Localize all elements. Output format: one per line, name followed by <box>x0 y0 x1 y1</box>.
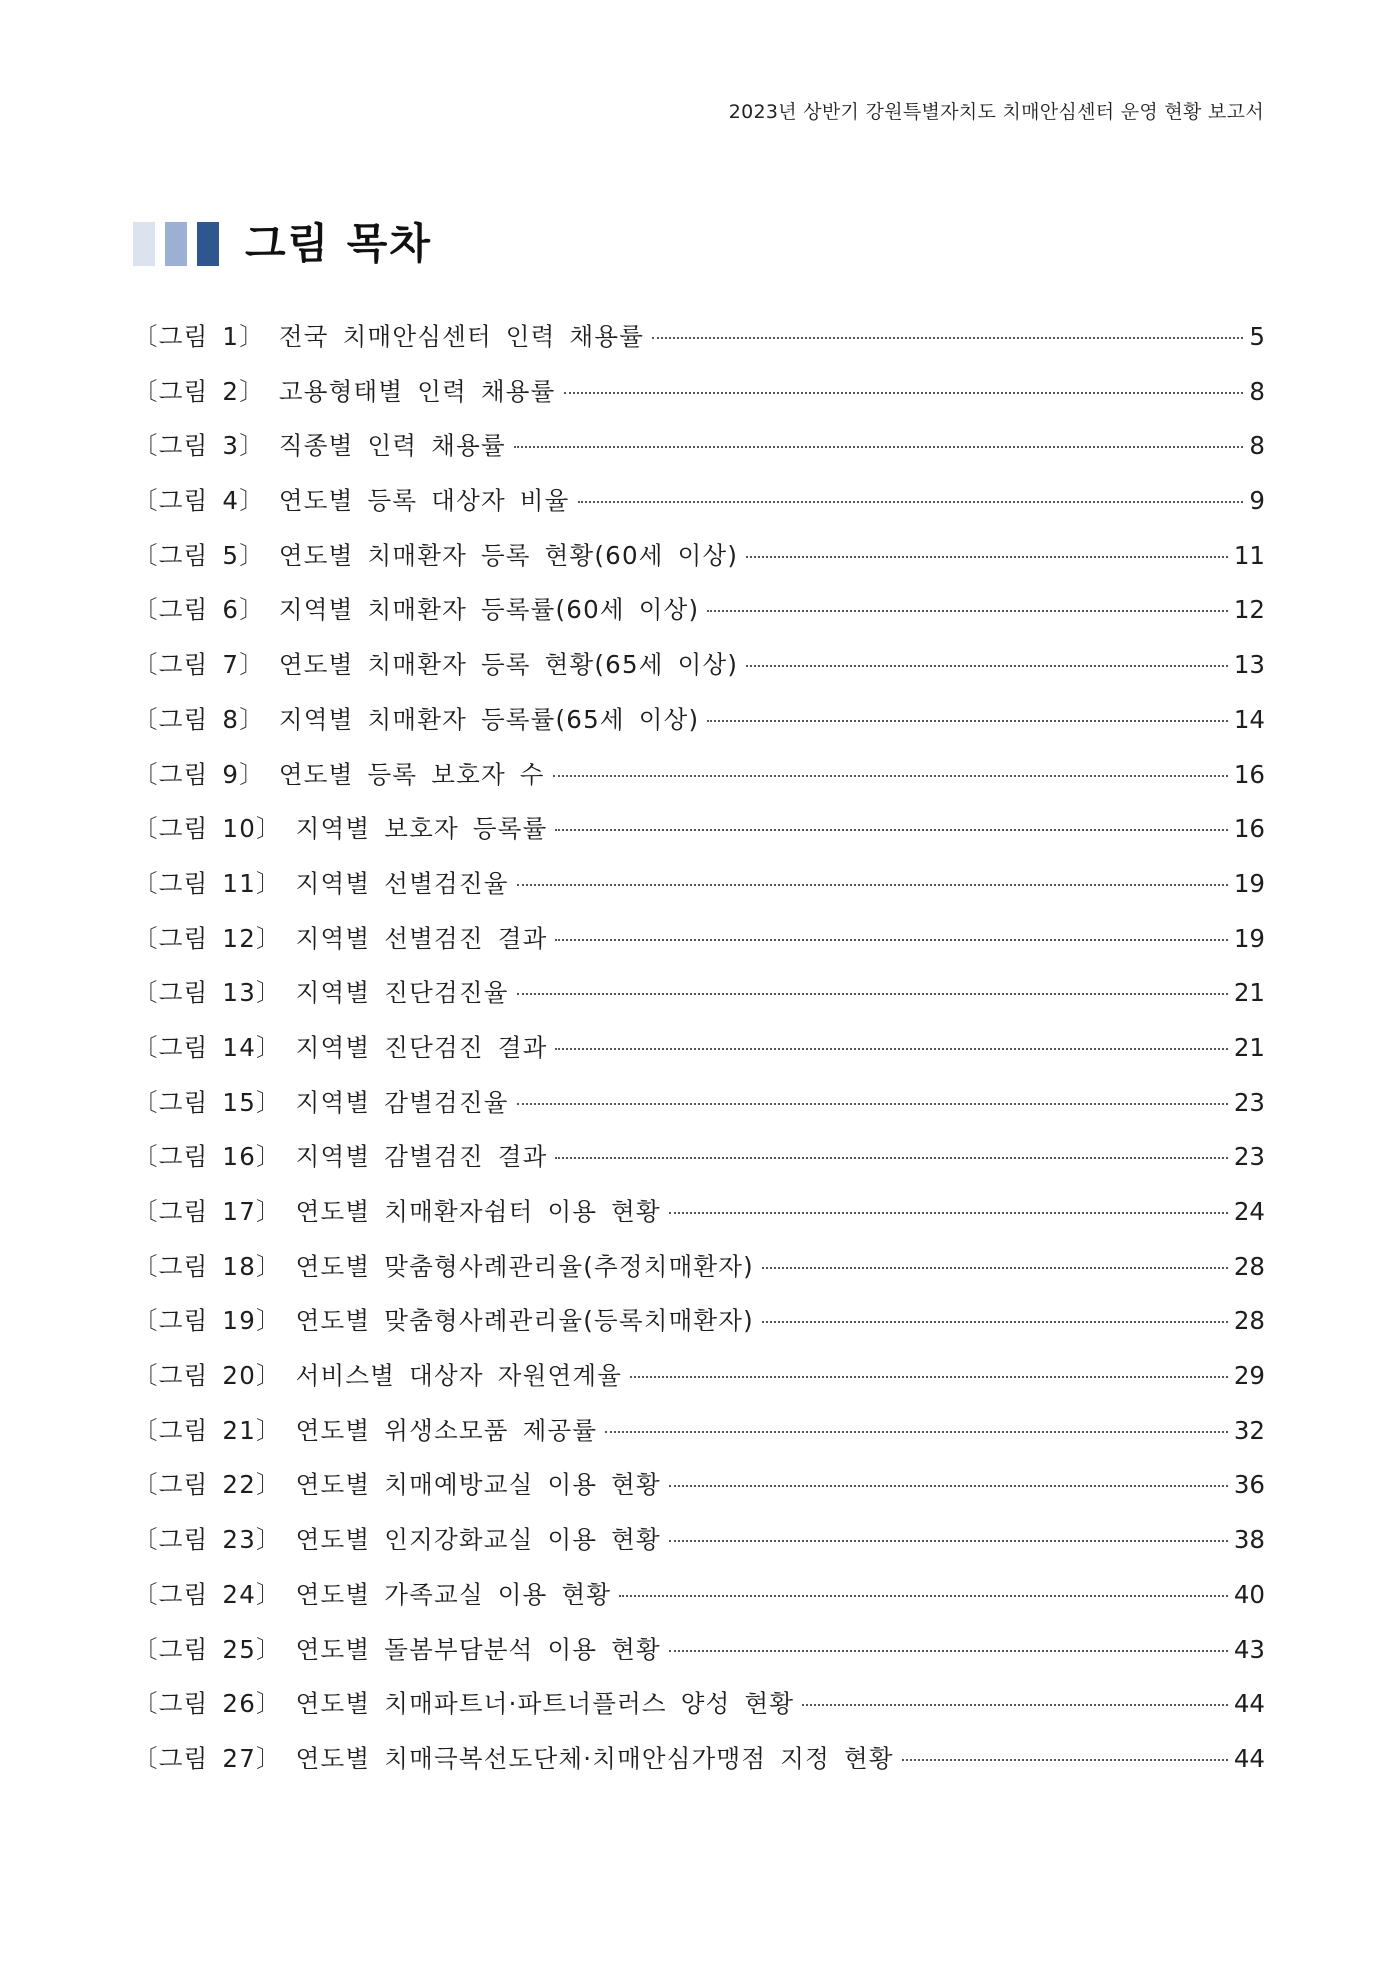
toc-dot-leader <box>802 1704 1228 1706</box>
toc-entry-label: 〔그림 27〕 연도별 치매극복선도단체·치매안심가맹점 지정 현황 <box>133 1743 894 1773</box>
toc-entry-page-number: 43 <box>1233 1634 1265 1664</box>
toc-entry-label: 〔그림 1〕 전국 치매안심센터 인력 채용률 <box>133 322 645 351</box>
toc-dot-leader <box>669 1212 1228 1214</box>
toc-entry-page-number: 9 <box>1249 486 1265 516</box>
toc-entry-label: 〔그림 14〕 지역별 진단검진 결과 <box>133 1032 548 1062</box>
toc-entry-label: 〔그림 8〕 지역별 치매환자 등록률(65세 이상) <box>133 704 700 734</box>
toc-entry-label: 〔그림 18〕 연도별 맞춤형사례관리율(추정치매환자) <box>133 1251 754 1281</box>
toc-entry[interactable] <box>133 974 1265 1029</box>
toc-dot-leader <box>707 720 1228 722</box>
toc-entry-label: 〔그림 16〕 지역별 감별검진 결과 <box>133 1142 548 1172</box>
toc-dot-leader <box>555 1048 1227 1050</box>
toc-entry[interactable] <box>133 865 1265 920</box>
toc-dot-leader <box>619 1595 1228 1597</box>
toc-dot-leader <box>746 556 1228 558</box>
toc-dot-leader <box>555 829 1227 831</box>
toc-entry-page-number: 8 <box>1249 431 1265 461</box>
toc-dot-leader <box>746 665 1228 667</box>
toc-entry-page-number: 12 <box>1233 595 1265 625</box>
toc-entry-page-number: 38 <box>1233 1525 1265 1555</box>
toc-entry-page-number: 19 <box>1233 923 1265 953</box>
toc-entry-label: 〔그림 6〕 지역별 치매환자 등록률(60세 이상) <box>133 595 700 625</box>
toc-entry-page-number: 24 <box>1233 1197 1265 1226</box>
toc-dot-leader <box>669 1485 1228 1487</box>
toc-entry-label: 〔그림 2〕 고용형태별 인력 채용률 <box>133 376 556 406</box>
toc-entry-label: 〔그림 7〕 연도별 치매환자 등록 현황(65세 이상) <box>133 650 739 680</box>
toc-entry-page-number: 23 <box>1233 1142 1265 1172</box>
toc-entry-label: 〔그림 24〕 연도별 가족교실 이용 현황 <box>133 1579 612 1609</box>
running-header: 2023년 상반기 강원특별자치도 치매안심센터 운영 현황 보고서 <box>728 101 1264 123</box>
toc-dot-leader <box>762 1267 1228 1269</box>
toc-entry-page-number: 40 <box>1233 1579 1265 1609</box>
toc-dot-leader <box>605 1431 1228 1433</box>
toc-entry[interactable] <box>133 1685 1265 1740</box>
toc-entry-label: 〔그림 25〕 연도별 돌봄부담분석 이용 현황 <box>133 1634 661 1664</box>
toc-entry-page-number: 5 <box>1249 322 1265 351</box>
toc-dot-leader <box>669 1650 1228 1652</box>
toc-entry-page-number: 13 <box>1233 650 1265 680</box>
heading-accent-bar-dark <box>197 222 219 266</box>
toc-entry-label: 〔그림 23〕 연도별 인지강화교실 이용 현황 <box>133 1525 661 1555</box>
toc-entry[interactable] <box>133 1357 1265 1412</box>
toc-entry-label: 〔그림 21〕 연도별 위생소모품 제공률 <box>133 1415 598 1445</box>
toc-entry-page-number: 28 <box>1233 1251 1265 1281</box>
toc-entry[interactable] <box>133 1248 1265 1303</box>
toc-entry[interactable] <box>133 701 1265 756</box>
toc-dot-leader <box>669 1540 1228 1542</box>
page-title: 그림 목차 <box>245 219 432 268</box>
toc-entry[interactable] <box>133 1302 1265 1357</box>
toc-dot-leader <box>555 939 1227 941</box>
toc-entry[interactable] <box>133 1576 1265 1631</box>
toc-entry[interactable] <box>133 482 1265 537</box>
toc-dot-leader <box>517 884 1228 886</box>
toc-dot-leader <box>652 337 1243 339</box>
toc-entry-page-number: 44 <box>1233 1743 1265 1773</box>
toc-entry[interactable] <box>133 591 1265 646</box>
toc-dot-leader <box>514 446 1244 448</box>
toc-entry-label: 〔그림 19〕 연도별 맞춤형사례관리율(등록치매환자) <box>133 1306 754 1336</box>
toc-entry[interactable] <box>133 646 1265 701</box>
toc-entry[interactable] <box>133 1631 1265 1686</box>
toc-entry-label: 〔그림 15〕 지역별 감별검진율 <box>133 1087 509 1117</box>
toc-dot-leader <box>630 1376 1228 1378</box>
toc-entry[interactable] <box>133 1138 1265 1193</box>
toc-entry[interactable] <box>133 756 1265 811</box>
toc-entry-label: 〔그림 9〕 연도별 등록 보호자 수 <box>133 759 545 789</box>
toc-entry[interactable] <box>133 810 1265 865</box>
toc-entry-page-number: 11 <box>1233 540 1265 570</box>
toc-entry[interactable] <box>133 1466 1265 1521</box>
figure-toc-list <box>133 318 1265 1795</box>
toc-dot-leader <box>553 775 1228 777</box>
toc-entry-page-number: 32 <box>1233 1415 1265 1445</box>
toc-entry-page-number: 29 <box>1233 1361 1265 1391</box>
toc-entry-page-number: 14 <box>1233 704 1265 734</box>
toc-entry-label: 〔그림 26〕 연도별 치매파트너·파트너플러스 양성 현황 <box>133 1689 795 1719</box>
toc-entry[interactable] <box>133 1740 1265 1795</box>
toc-entry-label: 〔그림 5〕 연도별 치매환자 등록 현황(60세 이상) <box>133 540 739 570</box>
toc-entry[interactable] <box>133 373 1265 428</box>
toc-entry[interactable] <box>133 537 1265 592</box>
toc-entry-page-number: 21 <box>1233 1032 1265 1062</box>
toc-dot-leader <box>555 1157 1227 1159</box>
toc-entry-label: 〔그림 13〕 지역별 진단검진율 <box>133 978 509 1008</box>
toc-entry[interactable] <box>133 427 1265 482</box>
toc-entry[interactable] <box>133 1412 1265 1467</box>
toc-entry-label: 〔그림 4〕 연도별 등록 대상자 비율 <box>133 486 570 516</box>
heading-accent-bar-medium <box>165 222 187 266</box>
toc-entry[interactable] <box>133 1029 1265 1084</box>
toc-dot-leader <box>517 1103 1228 1105</box>
toc-entry-label: 〔그림 12〕 지역별 선별검진 결과 <box>133 923 548 953</box>
toc-entry-page-number: 8 <box>1249 376 1265 406</box>
toc-dot-leader <box>902 1759 1228 1761</box>
toc-entry[interactable] <box>133 318 1265 373</box>
toc-entry-page-number: 28 <box>1233 1306 1265 1336</box>
toc-dot-leader <box>578 501 1244 503</box>
toc-entry-page-number: 36 <box>1233 1470 1265 1500</box>
toc-entry[interactable] <box>133 920 1265 975</box>
toc-entry-label: 〔그림 10〕 지역별 보호자 등록률 <box>133 814 548 844</box>
toc-entry-label: 〔그림 20〕 서비스별 대상자 자원연계율 <box>133 1361 623 1391</box>
toc-entry-page-number: 21 <box>1233 978 1265 1008</box>
toc-entry[interactable] <box>133 1193 1265 1248</box>
toc-dot-leader <box>707 610 1228 612</box>
toc-entry-label: 〔그림 11〕 지역별 선별검진율 <box>133 868 509 898</box>
toc-entry-page-number: 19 <box>1233 868 1265 898</box>
toc-dot-leader <box>564 392 1244 394</box>
toc-dot-leader <box>517 993 1228 995</box>
toc-entry-label: 〔그림 3〕 직종별 인력 채용률 <box>133 431 506 461</box>
toc-dot-leader <box>762 1321 1228 1323</box>
heading-accent-bar-light <box>133 222 155 266</box>
toc-entry-label: 〔그림 22〕 연도별 치매예방교실 이용 현황 <box>133 1470 661 1500</box>
toc-entry[interactable] <box>133 1521 1265 1576</box>
toc-entry-label: 〔그림 17〕 연도별 치매환자쉼터 이용 현황 <box>133 1197 661 1226</box>
toc-entry-page-number: 16 <box>1233 814 1265 844</box>
toc-entry[interactable] <box>133 1084 1265 1139</box>
section-heading <box>133 219 432 268</box>
toc-entry-page-number: 44 <box>1233 1689 1265 1719</box>
toc-entry-page-number: 16 <box>1233 759 1265 789</box>
toc-entry-page-number: 23 <box>1233 1087 1265 1117</box>
